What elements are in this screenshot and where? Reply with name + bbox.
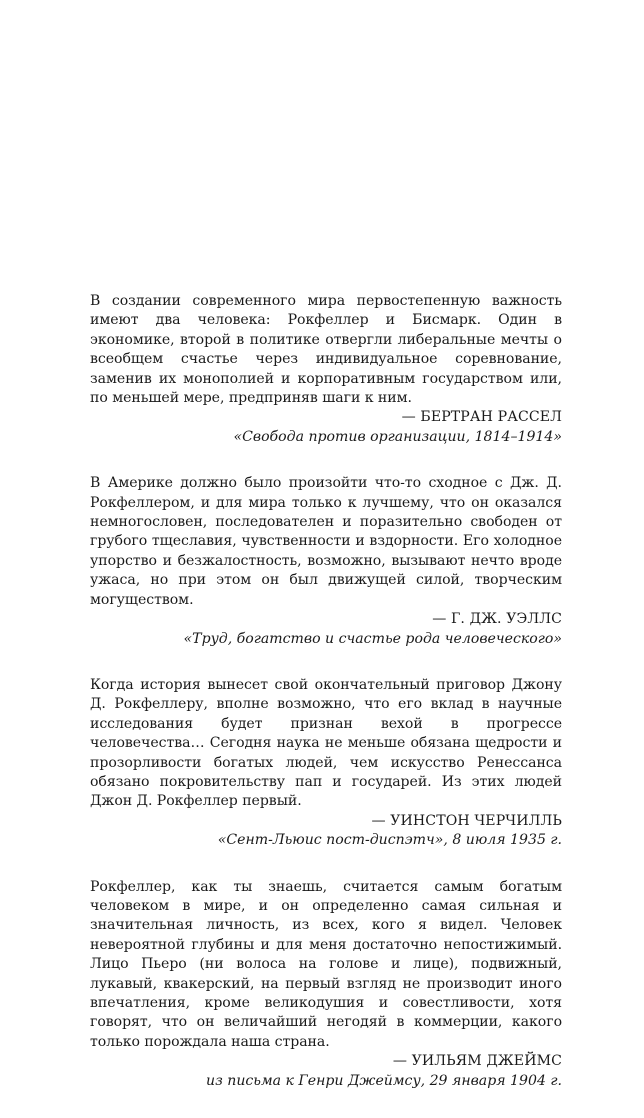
epigraph-quote: В создании современного мира первостепенную важность имеют два человека: Рокфеллер и Бисмарк. Один в экономике, второй в политике отвергли либеральные мечты о всеобщем счастье через индивидуальное соревнование, заменив их монополией и корпоративным государством или, по меньшей мере, предприняв шаги к ним.	[90, 293, 562, 407]
epigraph-wells	[90, 474, 562, 649]
epigraph-source: из письма к Генри Джеймсу, 29 января 1904 г.	[206, 1072, 562, 1089]
epigraph-source: «Труд, богатство и счастье рода человеческого»	[183, 630, 562, 647]
epigraph-page	[90, 292, 562, 1118]
epigraph-author: — УИНСТОН ЧЕРЧИЛЛЬ	[371, 812, 562, 829]
epigraph-author: — БЕРТРАН РАССЕЛ	[401, 409, 562, 426]
epigraph-author: — УИЛЬЯМ ДЖЕЙМС	[392, 1053, 562, 1070]
epigraph-russell	[90, 292, 562, 447]
epigraph-james	[90, 878, 562, 1091]
epigraph-churchill	[90, 676, 562, 851]
epigraph-source: «Свобода против организации, 1814–1914»	[233, 428, 562, 445]
epigraph-author: — Г. ДЖ. УЭЛЛС	[432, 611, 562, 628]
epigraph-source: «Сент-Льюис пост-диспэтч», 8 июля 1935 г.	[217, 832, 562, 849]
epigraph-quote: Рокфеллер, как ты знаешь, считается самым богатым человеком в мире, и он определенно самая сильная и значительная личность, из всех, кого я видел. Человек невероятной глубины и для меня достаточно непостижимый. Лицо Пьеро (ни волоса на голове и лице), подвижный, лукавый, квакерский, на первый взгляд не производит иного впечатления, кроме великодушия и совестливости, хотя говорят, что он величайший негодяй в коммерции, какого только порождала наша страна.	[90, 878, 562, 1050]
epigraph-quote: В Америке должно было произойти что-то сходное с Дж. Д. Рокфеллером, и для мира только к лучшему, что он оказался немногословен, последователен и поразительно свободен от грубого тщеславия, чувственности и вздорности. Его холодное упорство и безжалостность, возможно, вызывают нечто вроде ужаса, но при этом он был движущей силой, творческим могуществом.	[90, 475, 562, 608]
epigraph-quote: Когда история вынесет свой окончательный приговор Джону Д. Рокфеллеру, вполне возможно, что его вклад в научные исследования будет признан вехой в прогрессе человечества… Сегодня наука не меньше обязана щедрости и прозорливости богатых людей, чем искусство Ренессанса обязано покровительству пап и государей. Из этих людей Джон Д. Рокфеллер первый.	[90, 676, 562, 810]
